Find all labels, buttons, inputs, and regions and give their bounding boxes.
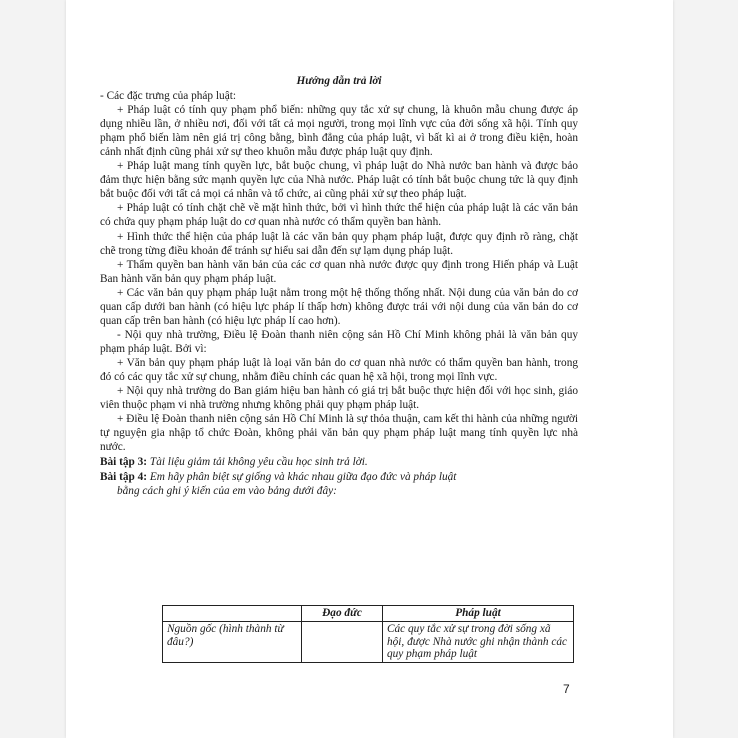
paragraph: - Các đặc trưng của pháp luật: — [100, 90, 236, 103]
section-title: Hướng dẫn trả lời — [296, 75, 382, 87]
comparison-table — [162, 605, 574, 663]
table-header-dao-duc: Đạo đức — [302, 606, 383, 622]
table-cell-dao-duc — [302, 621, 383, 662]
paragraph: + Pháp luật có tính chặt chẽ về mặt hình thức, bởi vì hình thức thể hiện của pháp luật là các văn bản có chứa quy phạm pháp luật do cơ quan nhà nước có thẩm quyền ban hành. — [100, 202, 578, 229]
table-header-phap-luat: Pháp luật — [383, 606, 574, 622]
exercise-4 — [100, 470, 578, 498]
paragraph: + Hình thức thể hiện của pháp luật là các văn bản quy phạm pháp luật, được quy định rõ ràng, chặt chẽ trong từng điều khoản để tránh sự hiểu sai dẫn đến sự lạm dụng pháp luật. — [100, 230, 578, 257]
table-row — [163, 621, 574, 662]
exercise-3 — [100, 455, 578, 469]
paragraph: + Điều lệ Đoàn thanh niên cộng sản Hồ Chí Minh là sự thỏa thuận, cam kết thi hành của những người tự nguyện gia nhập tổ chức Đoàn, không phải văn bản quy phạm pháp luật mang tính quyền lực nhà nước. — [100, 413, 578, 454]
paragraph: + Pháp luật mang tính quyền lực, bắt buộc chung, vì pháp luật do Nhà nước ban hành và được bảo đảm thực hiện bằng sức mạnh quyền lực của Nhà nước. Pháp luật có tính bắt buộc chung tức là quy định bắt buộc đối với tất cả mọi cá nhân và tổ chức, ai cũng phải xử sự theo pháp luật. — [100, 160, 578, 201]
page-number: 7 — [563, 682, 570, 696]
table-header-row — [163, 606, 574, 622]
paragraph: - Nội quy nhà trường, Điều lệ Đoàn thanh niên cộng sản Hồ Chí Minh không phải là văn bản quy phạm pháp luật. Bởi vì: — [100, 328, 578, 355]
paragraph: + Văn bản quy phạm pháp luật là loại văn bản do cơ quan nhà nước có thẩm quyền ban hành, trong đó có các quy tắc xử sự chung, nhằm điều chỉnh các quan hệ xã hội, trong mọi lĩnh vực. — [100, 356, 578, 383]
paragraph: + Thẩm quyền ban hành văn bản của các cơ quan nhà nước được quy định trong Hiến pháp và Luật Ban hành văn bản quy phạm pháp luật. — [100, 258, 578, 285]
paragraph: + Các văn bản quy phạm pháp luật nằm trong một hệ thống thống nhất. Nội dung của văn bản do cơ quan cấp dưới ban hành (có hiệu lực pháp lí thấp hơn) không được trái với nội dung của văn bản do cơ quan cấp trên ban hành (có hiệu lực pháp lí cao hơn). — [100, 286, 578, 327]
exercise-4-text-cont: bằng cách ghi ý kiến của em vào bảng dưới đây: — [117, 485, 337, 498]
paragraph: + Pháp luật có tính quy phạm phổ biến: những quy tắc xử sự chung, là khuôn mẫu chung được áp dụng nhiều lần, ở nhiều nơi, đối với tất cả mọi người, trong mọi lĩnh vực của đời sống xã hội. Tính quy phạm phổ biến làm nên giá trị công bằng, bình đẳng của pháp luật, vì bất kì ai ở trong điều kiện, hoàn cảnh nhất định cũng phải xử sự theo khuôn mẫu được pháp luật quy định. — [100, 104, 578, 159]
exercise-3-text: Tài liệu giảm tải không yêu cầu học sinh trả lời. — [149, 456, 368, 469]
table-cell-phap-luat: Các quy tắc xử sự trong đời sống xã hội, được Nhà nước ghi nhận thành các quy phạm pháp luật — [383, 621, 574, 662]
table-cell-criterion: Nguồn gốc (hình thành từ đâu?) — [163, 621, 302, 662]
exercise-3-label: Bài tập 3: — [100, 456, 148, 469]
exercise-4-label: Bài tập 4: — [100, 471, 148, 484]
paragraph: + Nội quy nhà trường do Ban giám hiệu ban hành có giá trị bắt buộc thực hiện đối với học sinh, giáo viên thuộc phạm vi nhà trường nhưng không phải quy phạm pháp luật. — [100, 385, 578, 412]
table-header-blank — [163, 606, 302, 622]
document-body — [100, 74, 578, 498]
exercise-4-text: Em hãy phân biệt sự giống và khác nhau giữa đạo đức và pháp luật — [149, 471, 457, 484]
